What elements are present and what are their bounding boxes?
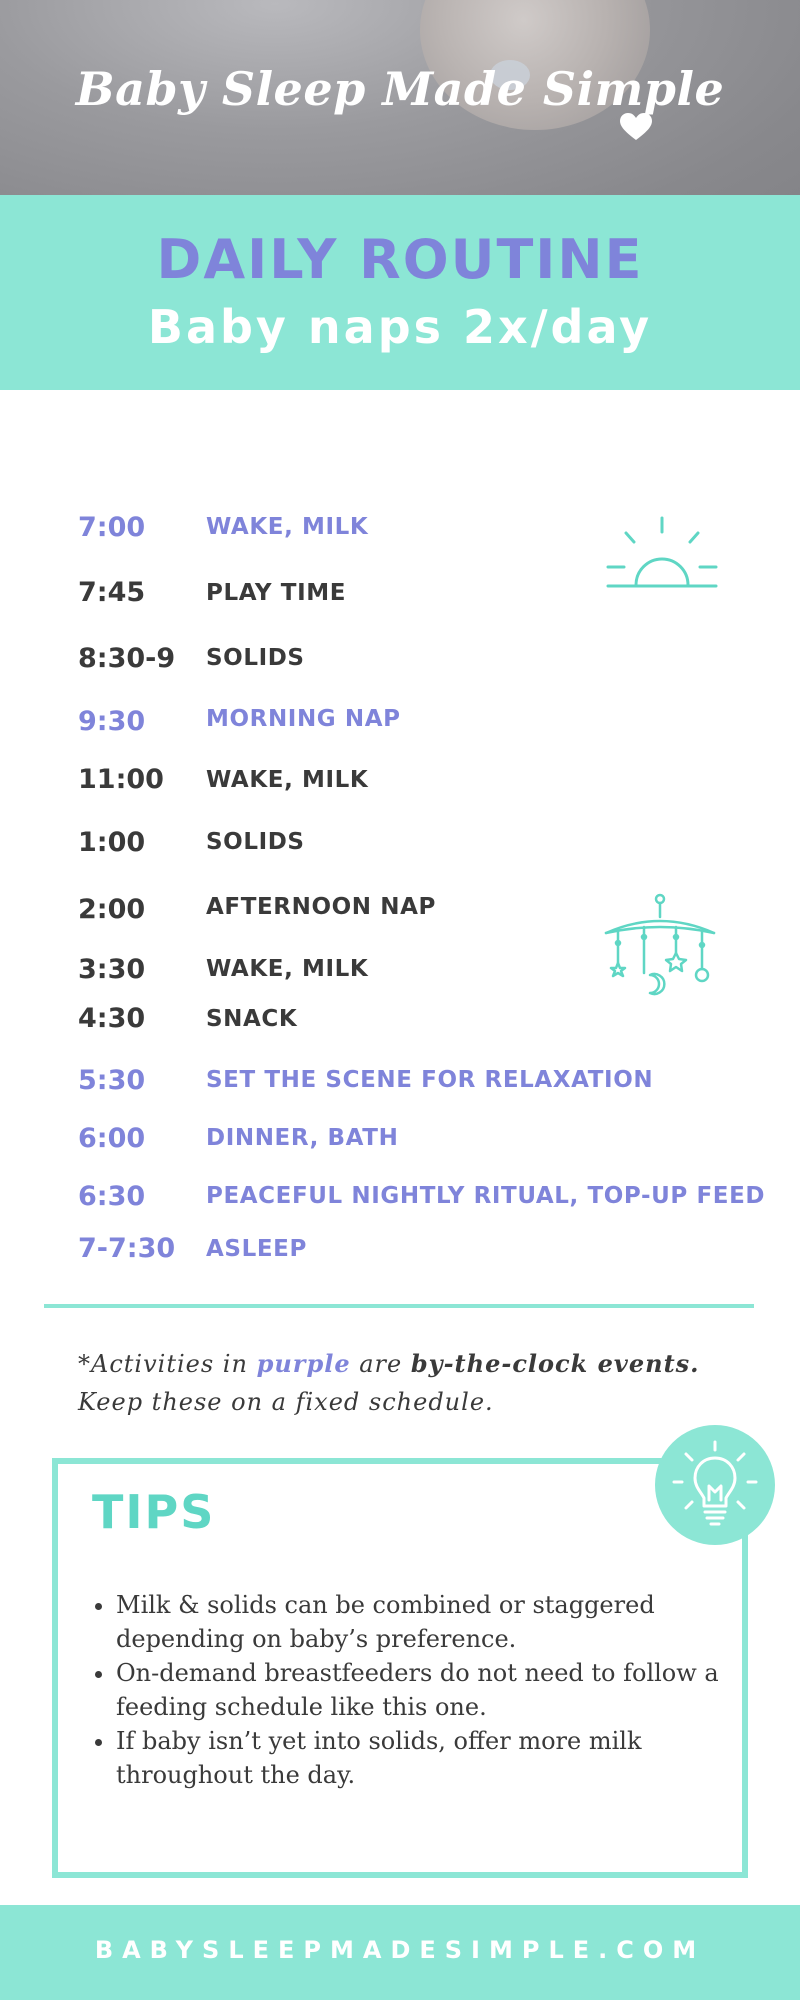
footer-url[interactable]: BABYSLEEPMADESIMPLE.COM (94, 1936, 706, 1964)
brand-logo-text: Baby Sleep Made Simple (75, 62, 725, 116)
schedule-time: 9:30 (78, 706, 146, 737)
heart-icon (618, 112, 654, 142)
page-subtitle: Baby naps 2x/day (147, 300, 653, 354)
schedule-activity: PLAY TIME (206, 580, 347, 606)
schedule-time: 5:30 (78, 1065, 146, 1096)
schedule-activity: SOLIDS (206, 645, 305, 671)
note-highlight: purple (256, 1349, 351, 1378)
schedule-time: 11:00 (78, 764, 164, 795)
schedule-time: 1:00 (78, 827, 146, 858)
schedule-activity: WAKE, MILK (206, 514, 369, 540)
schedule-activity: SOLIDS (206, 829, 305, 855)
note-bold: by-the-clock events. (410, 1349, 700, 1378)
schedule-time: 8:30-9 (78, 643, 176, 674)
schedule-time: 7:45 (78, 577, 146, 608)
note-text: are (350, 1350, 411, 1378)
schedule-activity: DINNER, BATH (206, 1125, 399, 1151)
schedule-activity: ASLEEP (206, 1236, 307, 1262)
sunrise-icon (604, 515, 720, 591)
section-divider (44, 1304, 754, 1308)
note-line2: Keep these on a fixed schedule. (78, 1388, 494, 1416)
schedule-activity: SET THE SCENE FOR RELAXATION (206, 1067, 654, 1093)
schedule-activity: WAKE, MILK (206, 956, 369, 982)
schedule-time: 6:30 (78, 1181, 146, 1212)
list-item: • If baby isn’t yet into solids, offer more milk throughout the day. (116, 1724, 756, 1792)
title-band (0, 195, 800, 390)
schedule-note (78, 1345, 758, 1421)
schedule-activity: SNACK (206, 1006, 298, 1032)
schedule-activity: AFTERNOON NAP (206, 894, 436, 920)
schedule-time: 2:00 (78, 894, 146, 925)
schedule-time: 7:00 (78, 512, 146, 543)
tips-title: TIPS (92, 1485, 216, 1539)
schedule-activity: MORNING NAP (206, 706, 401, 732)
schedule-time: 4:30 (78, 1003, 146, 1034)
schedule-time: 6:00 (78, 1123, 146, 1154)
schedule-time: 7-7:30 (78, 1233, 176, 1264)
lightbulb-icon (672, 1440, 758, 1530)
list-item: • On-demand breastfeeders do not need to follow a feeding schedule like this one. (116, 1656, 756, 1724)
schedule-activity: WAKE, MILK (206, 767, 369, 793)
schedule-time: 3:30 (78, 954, 146, 985)
baby-mobile-icon (604, 893, 716, 1003)
list-item: • Milk & solids can be combined or staggered depending on baby’s preference. (116, 1588, 756, 1656)
schedule-activity: PEACEFUL NIGHTLY RITUAL, TOP-UP FEED (206, 1183, 766, 1209)
page-title: DAILY ROUTINE (156, 228, 644, 291)
note-text: *Activities in (78, 1350, 257, 1378)
tips-list (92, 1588, 756, 1792)
